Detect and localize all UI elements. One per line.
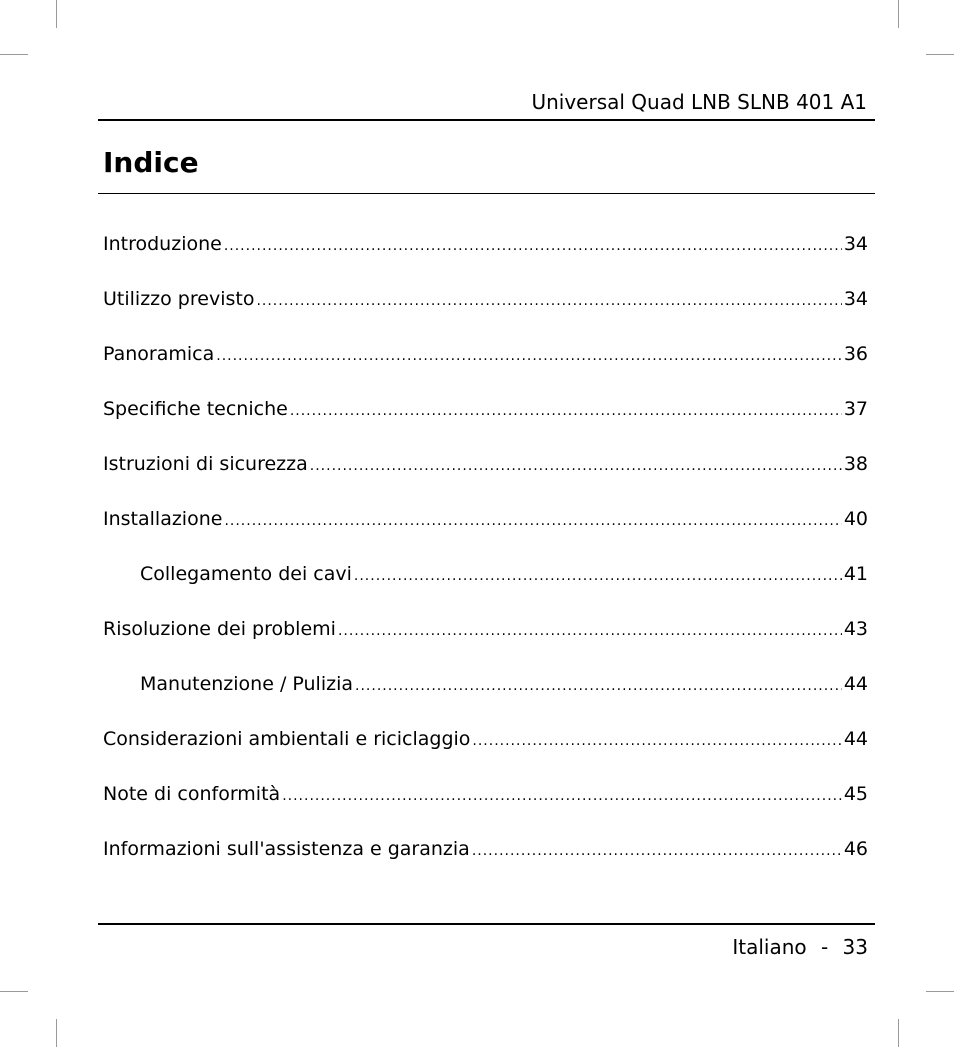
toc-entry-page: 46 [843,838,868,860]
footer-rule [98,923,875,925]
toc-entry[interactable] [103,670,868,725]
toc-entry-page: 38 [843,453,868,475]
toc-entry[interactable] [103,340,868,395]
toc-entry-label: Introduzione [103,233,222,255]
toc-entry-page: 41 [843,563,868,585]
crop-mark-bottom-left-vertical [56,1019,57,1047]
toc-entry-page: 37 [843,398,868,420]
toc-entry-page: 44 [843,673,868,695]
toc-entry[interactable] [103,615,868,670]
toc-entry-label: Collegamento dei cavi [140,563,352,585]
toc-entry-label: Note di conformità [103,783,281,805]
toc-leader-dots [338,617,842,645]
toc-entry-label: Informazioni sull'assistenza e garanzia [103,838,470,860]
toc-entry-page: 43 [843,618,868,640]
crop-mark-bottom-right-vertical [898,1019,899,1047]
crop-mark-bottom-right-horizontal [926,991,954,992]
toc-entry[interactable] [103,505,868,560]
toc-entry[interactable] [103,285,868,340]
toc-leader-dots [282,782,842,810]
toc-entry-label: Istruzioni di sicurezza [103,453,308,475]
toc-entry-page: 44 [843,728,868,750]
toc-entry[interactable] [103,780,868,835]
footer-separator: - [820,935,829,959]
footer-language: Italiano [732,935,807,959]
toc-entry[interactable] [103,725,868,780]
toc-entry-label: Specifiche tecniche [103,398,288,420]
crop-mark-top-left-vertical [56,0,57,28]
toc-entry[interactable] [103,395,868,450]
toc-entry[interactable] [103,450,868,505]
footer-page-number: 33 [842,935,868,959]
table-of-contents [103,230,868,890]
page-title: Indice [103,146,199,179]
crop-mark-bottom-left-horizontal [0,991,28,992]
toc-entry-page: 40 [843,508,868,530]
toc-entry-page: 45 [843,783,868,805]
toc-entry-label: Considerazioni ambientali e riciclaggio [103,728,471,750]
toc-leader-dots [354,562,842,590]
toc-entry[interactable] [103,560,868,615]
toc-entry[interactable] [103,835,868,890]
crop-mark-top-right-horizontal [926,54,954,55]
toc-entry-label: Panoramica [103,343,215,365]
toc-entry-page: 34 [843,233,868,255]
toc-entry-label: Manutenzione / Pulizia [140,673,354,695]
toc-entry-label: Utilizzo previsto [103,288,255,310]
toc-leader-dots [224,232,842,260]
toc-leader-dots [290,397,842,425]
page-footer [732,933,868,961]
toc-leader-dots [355,672,842,700]
toc-leader-dots [472,727,841,755]
toc-leader-dots [256,287,841,315]
toc-leader-dots [472,837,842,865]
toc-entry-page: 36 [843,343,868,365]
toc-entry-label: Installazione [103,508,223,530]
title-rule [98,193,875,194]
toc-leader-dots [224,507,841,535]
toc-leader-dots [216,342,842,370]
toc-entry[interactable] [103,230,868,285]
crop-mark-top-right-vertical [898,0,899,28]
crop-mark-top-left-horizontal [0,54,28,55]
toc-leader-dots [310,452,842,480]
header-rule [98,119,875,121]
header-product-title: Universal Quad LNB SLNB 401 A1 [531,90,867,114]
toc-entry-label: Risoluzione dei problemi [103,618,336,640]
toc-entry-page: 34 [843,288,868,310]
